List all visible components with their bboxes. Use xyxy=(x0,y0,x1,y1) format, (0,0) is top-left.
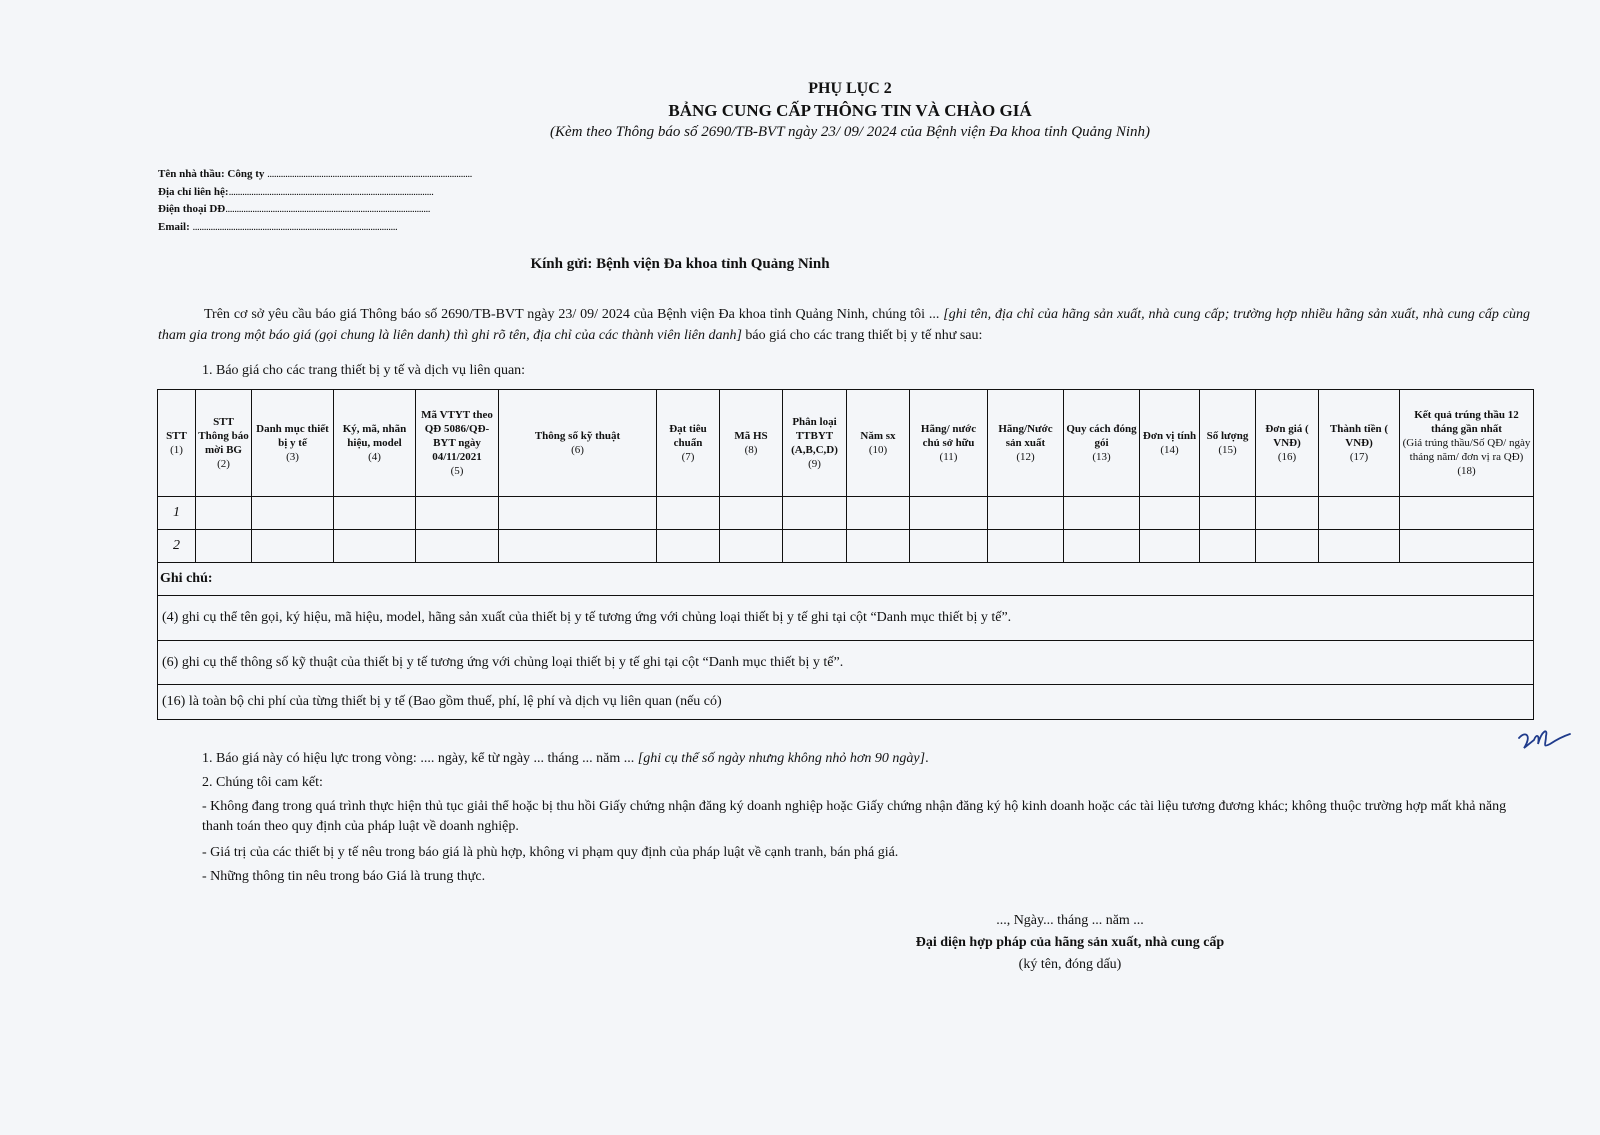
contractor-name-label: Tên nhà thầu: Công ty xyxy=(158,168,265,180)
intro-paragraph xyxy=(158,304,1530,346)
header-cell: Kết quả trúng thầu 12 tháng gần nhất (Giá trúng thầu/Số QĐ/ ngày tháng năm/ đơn vị ra QĐ) (18) xyxy=(1400,390,1534,497)
commitment-title: 2. Chúng tôi cam kết: xyxy=(202,775,323,790)
header-cell: STT Thông báo mời BG (2) xyxy=(196,390,252,497)
table-cell[interactable] xyxy=(499,530,657,563)
document-title: BẢNG CUNG CẤP THÔNG TIN VÀ CHÀO GIÁ xyxy=(668,101,1032,120)
table-cell[interactable] xyxy=(1256,497,1319,530)
table-cell[interactable] xyxy=(720,497,783,530)
row-index: 2 xyxy=(158,530,196,563)
header-cell: Danh mục thiết bị y tế (3) xyxy=(252,390,334,497)
header-cell: Thông số kỹ thuật (6) xyxy=(499,390,657,497)
commitment-item-1: - Không đang trong quá trình thực hiện thủ tục giải thể hoặc bị thu hồi Giấy chứng nhận đăng ký doanh nghiệp hoặc Giấy chứng nhận đăng ký hộ kinh doanh hoặc các tài liệu tương đương khác; không thuộc trường hợp mất khả năng thanh toán theo quy định của pháp luật về doanh nghiệp. xyxy=(202,799,1507,834)
table-cell[interactable] xyxy=(416,530,499,563)
table-cell[interactable] xyxy=(1200,497,1256,530)
header-cell: Số lượng (15) xyxy=(1200,390,1256,497)
contractor-email-dots: ........................................................................................... xyxy=(192,220,398,233)
table-cell[interactable] xyxy=(1064,497,1140,530)
table-cell[interactable] xyxy=(657,530,720,563)
table-cell[interactable] xyxy=(783,530,847,563)
header-cell: Hãng/ nước chủ sở hữu (11) xyxy=(910,390,988,497)
intro-text-end: báo giá cho các trang thiết bị y tế như sau: xyxy=(745,328,983,343)
table-cell[interactable] xyxy=(1400,497,1534,530)
contractor-address-dots: ........................................................................................... xyxy=(228,185,434,198)
table-cell[interactable] xyxy=(847,530,910,563)
table-row xyxy=(158,530,1534,563)
table-cell[interactable] xyxy=(988,530,1064,563)
contractor-phone-dots: ........................................................................................... xyxy=(225,203,430,215)
note-row xyxy=(158,596,1534,641)
header-cell: Phân loại TTBYT (A,B,C,D) (9) xyxy=(783,390,847,497)
table-cell[interactable] xyxy=(720,530,783,563)
contractor-name-dots: ........................................................................................... xyxy=(267,168,472,180)
note-16: (16) là toàn bộ chi phí của từng thiết bị y tế (Bao gồm thuế, phí, lệ phí và dịch vụ liên quan (nếu có) xyxy=(158,685,1534,720)
table-cell[interactable] xyxy=(657,497,720,530)
contractor-email-label: Email: xyxy=(158,220,190,233)
validity-line xyxy=(202,751,929,767)
note-row xyxy=(158,641,1534,685)
header-cell: Đơn giá ( VNĐ) (16) xyxy=(1256,390,1319,497)
table-cell[interactable] xyxy=(252,497,334,530)
table-cell[interactable] xyxy=(1319,497,1400,530)
header-cell: Hãng/Nước sản xuất (12) xyxy=(988,390,1064,497)
document-subtitle: (Kèm theo Thông báo số 2690/TB-BVT ngày 23/ 09/ 2024 của Bệnh viện Đa khoa tỉnh Quảng Ninh) xyxy=(549,124,1151,140)
note-6: (6) ghi cụ thể thông số kỹ thuật của thiết bị y tế tương ứng với chủng loại thiết bị y tế ghi tại cột “Danh mục thiết bị y tế”. xyxy=(158,641,1534,685)
table-cell[interactable] xyxy=(1140,497,1200,530)
header-cell: Đơn vị tính (14) xyxy=(1140,390,1200,497)
signature-date: ..., Ngày... tháng ... năm ... xyxy=(996,913,1144,928)
signature-title: Đại diện hợp pháp của hãng sản xuất, nhà cung cấp xyxy=(915,935,1225,950)
contractor-phone-line xyxy=(158,201,472,219)
table-cell[interactable] xyxy=(499,497,657,530)
row-index: 1 xyxy=(158,497,196,530)
salutation: Kính gửi: Bệnh viện Đa khoa tỉnh Quảng Ninh xyxy=(530,256,830,272)
signature-note: (ký tên, đóng dấu) xyxy=(1018,957,1122,972)
table-cell[interactable] xyxy=(1256,530,1319,563)
header-cell: Mã VTYT theo QĐ 5086/QĐ-BYT ngày 04/11/2021 (5) xyxy=(416,390,499,497)
validity-end: . xyxy=(925,751,929,766)
validity-italic: [ghi cụ thể số ngày nhưng không nhỏ hơn 90 ngày] xyxy=(637,751,926,766)
header-cell: Năm sx (10) xyxy=(847,390,910,497)
header-cell: Mã HS (8) xyxy=(720,390,783,497)
header-cell: STT (1) xyxy=(158,390,196,497)
table-cell[interactable] xyxy=(910,497,988,530)
quotation-table xyxy=(157,389,1534,720)
table-cell[interactable] xyxy=(416,497,499,530)
header-cell: Đạt tiêu chuẩn (7) xyxy=(657,390,720,497)
contractor-address-label: Địa chỉ liên hệ: xyxy=(158,185,229,198)
table-cell[interactable] xyxy=(1200,530,1256,563)
commitment-item-3: - Những thông tin nêu trong báo Giá là trung thực. xyxy=(202,869,486,884)
contractor-name-line xyxy=(158,166,472,184)
table-cell[interactable] xyxy=(1140,530,1200,563)
table-cell[interactable] xyxy=(783,497,847,530)
intro-italic: [ghi tên, địa chỉ của hãng sản xuất, nhà cung cấp; trường hợp nhiều hãng sản xuất, nhà cung cấp cùng tham gia trong một báo giá (gọi chung là liên danh) thì ghi rõ tên, địa chỉ của các thành viên liên danh] xyxy=(158,307,1530,343)
note-row xyxy=(158,685,1534,720)
table-cell[interactable] xyxy=(1319,530,1400,563)
intro-text: Trên cơ sở yêu cầu báo giá Thông báo số 2690/TB-BVT ngày 23/ 09/ 2024 của Bệnh viện Đa khoa tỉnh Quảng Ninh, chúng tôi ... xyxy=(204,307,940,322)
header-cell: Ký, mã, nhãn hiệu, model (4) xyxy=(334,390,416,497)
validity-text: 1. Báo giá này có hiệu lực trong vòng: .... ngày, kể từ ngày ... tháng ... năm ... xyxy=(202,751,635,766)
note-4: (4) ghi cụ thể tên gọi, ký hiệu, mã hiệu, model, hãng sản xuất của thiết bị y tế tương ứng với chủng loại thiết bị y tế ghi tại cột “Danh mục thiết bị y tế”. xyxy=(158,596,1534,641)
initials-mark xyxy=(1516,726,1572,762)
appendix-label: PHỤ LỤC 2 xyxy=(808,80,892,97)
contractor-address-line xyxy=(158,184,472,202)
table-cell[interactable] xyxy=(910,530,988,563)
table-row xyxy=(158,497,1534,530)
contractor-phone-label: Điện thoại DĐ xyxy=(158,203,226,215)
table-cell[interactable] xyxy=(252,530,334,563)
contractor-info xyxy=(158,166,472,236)
table-cell[interactable] xyxy=(196,497,252,530)
section-1-heading: 1. Báo giá cho các trang thiết bị y tế và dịch vụ liên quan: xyxy=(202,363,526,378)
table-cell[interactable] xyxy=(196,530,252,563)
notes-title: Ghi chú: xyxy=(158,563,1534,596)
table-cell[interactable] xyxy=(334,497,416,530)
table-cell[interactable] xyxy=(1400,530,1534,563)
commitment-item-2: - Giá trị của các thiết bị y tế nêu trong báo giá là phù hợp, không vi phạm quy định của pháp luật về cạnh tranh, bán phá giá. xyxy=(202,845,899,860)
table-cell[interactable] xyxy=(1064,530,1140,563)
header-cell: Thành tiền ( VNĐ) (17) xyxy=(1319,390,1400,497)
table-cell[interactable] xyxy=(847,497,910,530)
contractor-email-line xyxy=(158,219,472,237)
header-cell: Quy cách đóng gói (13) xyxy=(1064,390,1140,497)
table-header-row xyxy=(158,390,1534,497)
notes-title-row xyxy=(158,563,1534,596)
table-cell[interactable] xyxy=(334,530,416,563)
table-cell[interactable] xyxy=(988,497,1064,530)
